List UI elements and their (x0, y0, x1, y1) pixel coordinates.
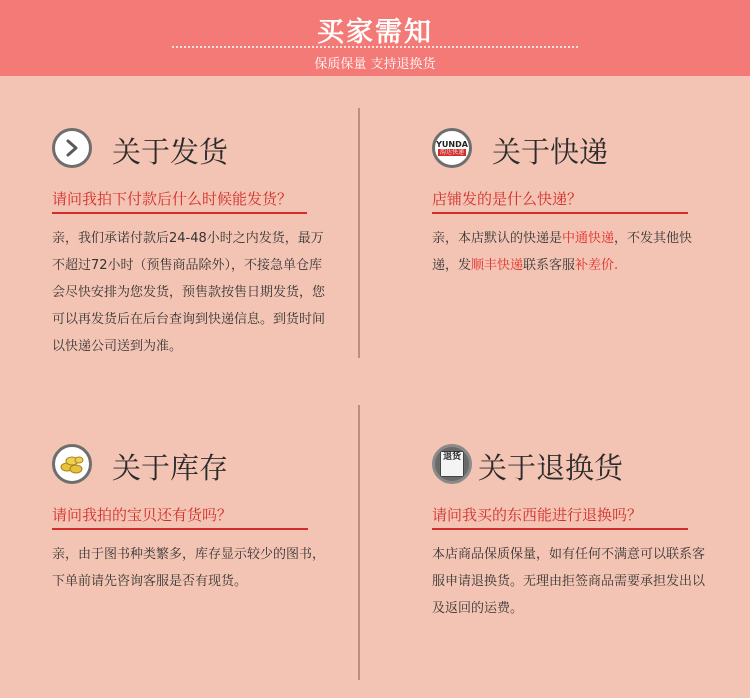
yunda-logo-icon (432, 128, 472, 168)
title-divider (172, 46, 578, 48)
section-heading: 关于快递 (492, 135, 609, 169)
section-heading: 关于库存 (112, 451, 229, 485)
highlight-price-diff: 补差价. (575, 258, 619, 273)
section-body (432, 225, 712, 279)
section-question: 请问我拍的宝贝还有货吗？ (52, 506, 233, 524)
question-underline (432, 212, 688, 214)
page-title: 买家需知 (317, 17, 433, 48)
return-goods-label: 退货 (440, 451, 464, 477)
highlight-sf: 顺丰快递 (471, 258, 524, 273)
page-subtitle: 保质保量 支持退换货 (314, 57, 436, 72)
question-underline (432, 528, 688, 530)
body-text: ，不发其他快递，发 (432, 231, 693, 273)
column-divider-top (358, 108, 360, 358)
section-heading: 关于发货 (112, 135, 229, 169)
section-body: 亲，由于图书种类繁多，库存显示较少的图书，下单前请先咨询客服是否有现货。 (52, 547, 326, 589)
section-question: 请问我拍下付款后什么时候能发货？ (52, 190, 293, 208)
body-text: 亲，本店默认的快递是 (432, 231, 563, 246)
section-question: 请问我买的东西能进行退换吗？ (432, 506, 643, 524)
chevron-right-icon (52, 128, 92, 168)
header-banner (0, 0, 750, 76)
section-body: 亲，我们承诺付款后24-48小时之内发货，最万不超过72小时（预售商品除外），不接急单仓库会尽快安排为您发货，预售款按售日期发货，您可以再发货后在后台查询到快递信息。到货时间以快递公司送到为准。 (52, 231, 326, 354)
body-text: 联系客服 (523, 258, 576, 273)
yunda-logo-subtext: 韵达快递 (439, 149, 464, 156)
highlight-zto: 中通快递 (562, 231, 615, 246)
question-underline (52, 528, 308, 530)
section-question: 店铺发的是什么快递？ (432, 190, 583, 208)
question-underline (52, 212, 307, 214)
section-body: 本店商品保质保量，如有任何不满意可以联系客服申请退换货。无理由拒签商品需要承担发出以及返回的运费。 (432, 547, 706, 616)
yunda-logo-text: YUNDA (436, 140, 468, 149)
return-goods-icon (432, 444, 472, 484)
coins-icon (52, 444, 92, 484)
section-heading: 关于退换货 (478, 451, 624, 485)
column-divider-bottom (358, 405, 360, 680)
